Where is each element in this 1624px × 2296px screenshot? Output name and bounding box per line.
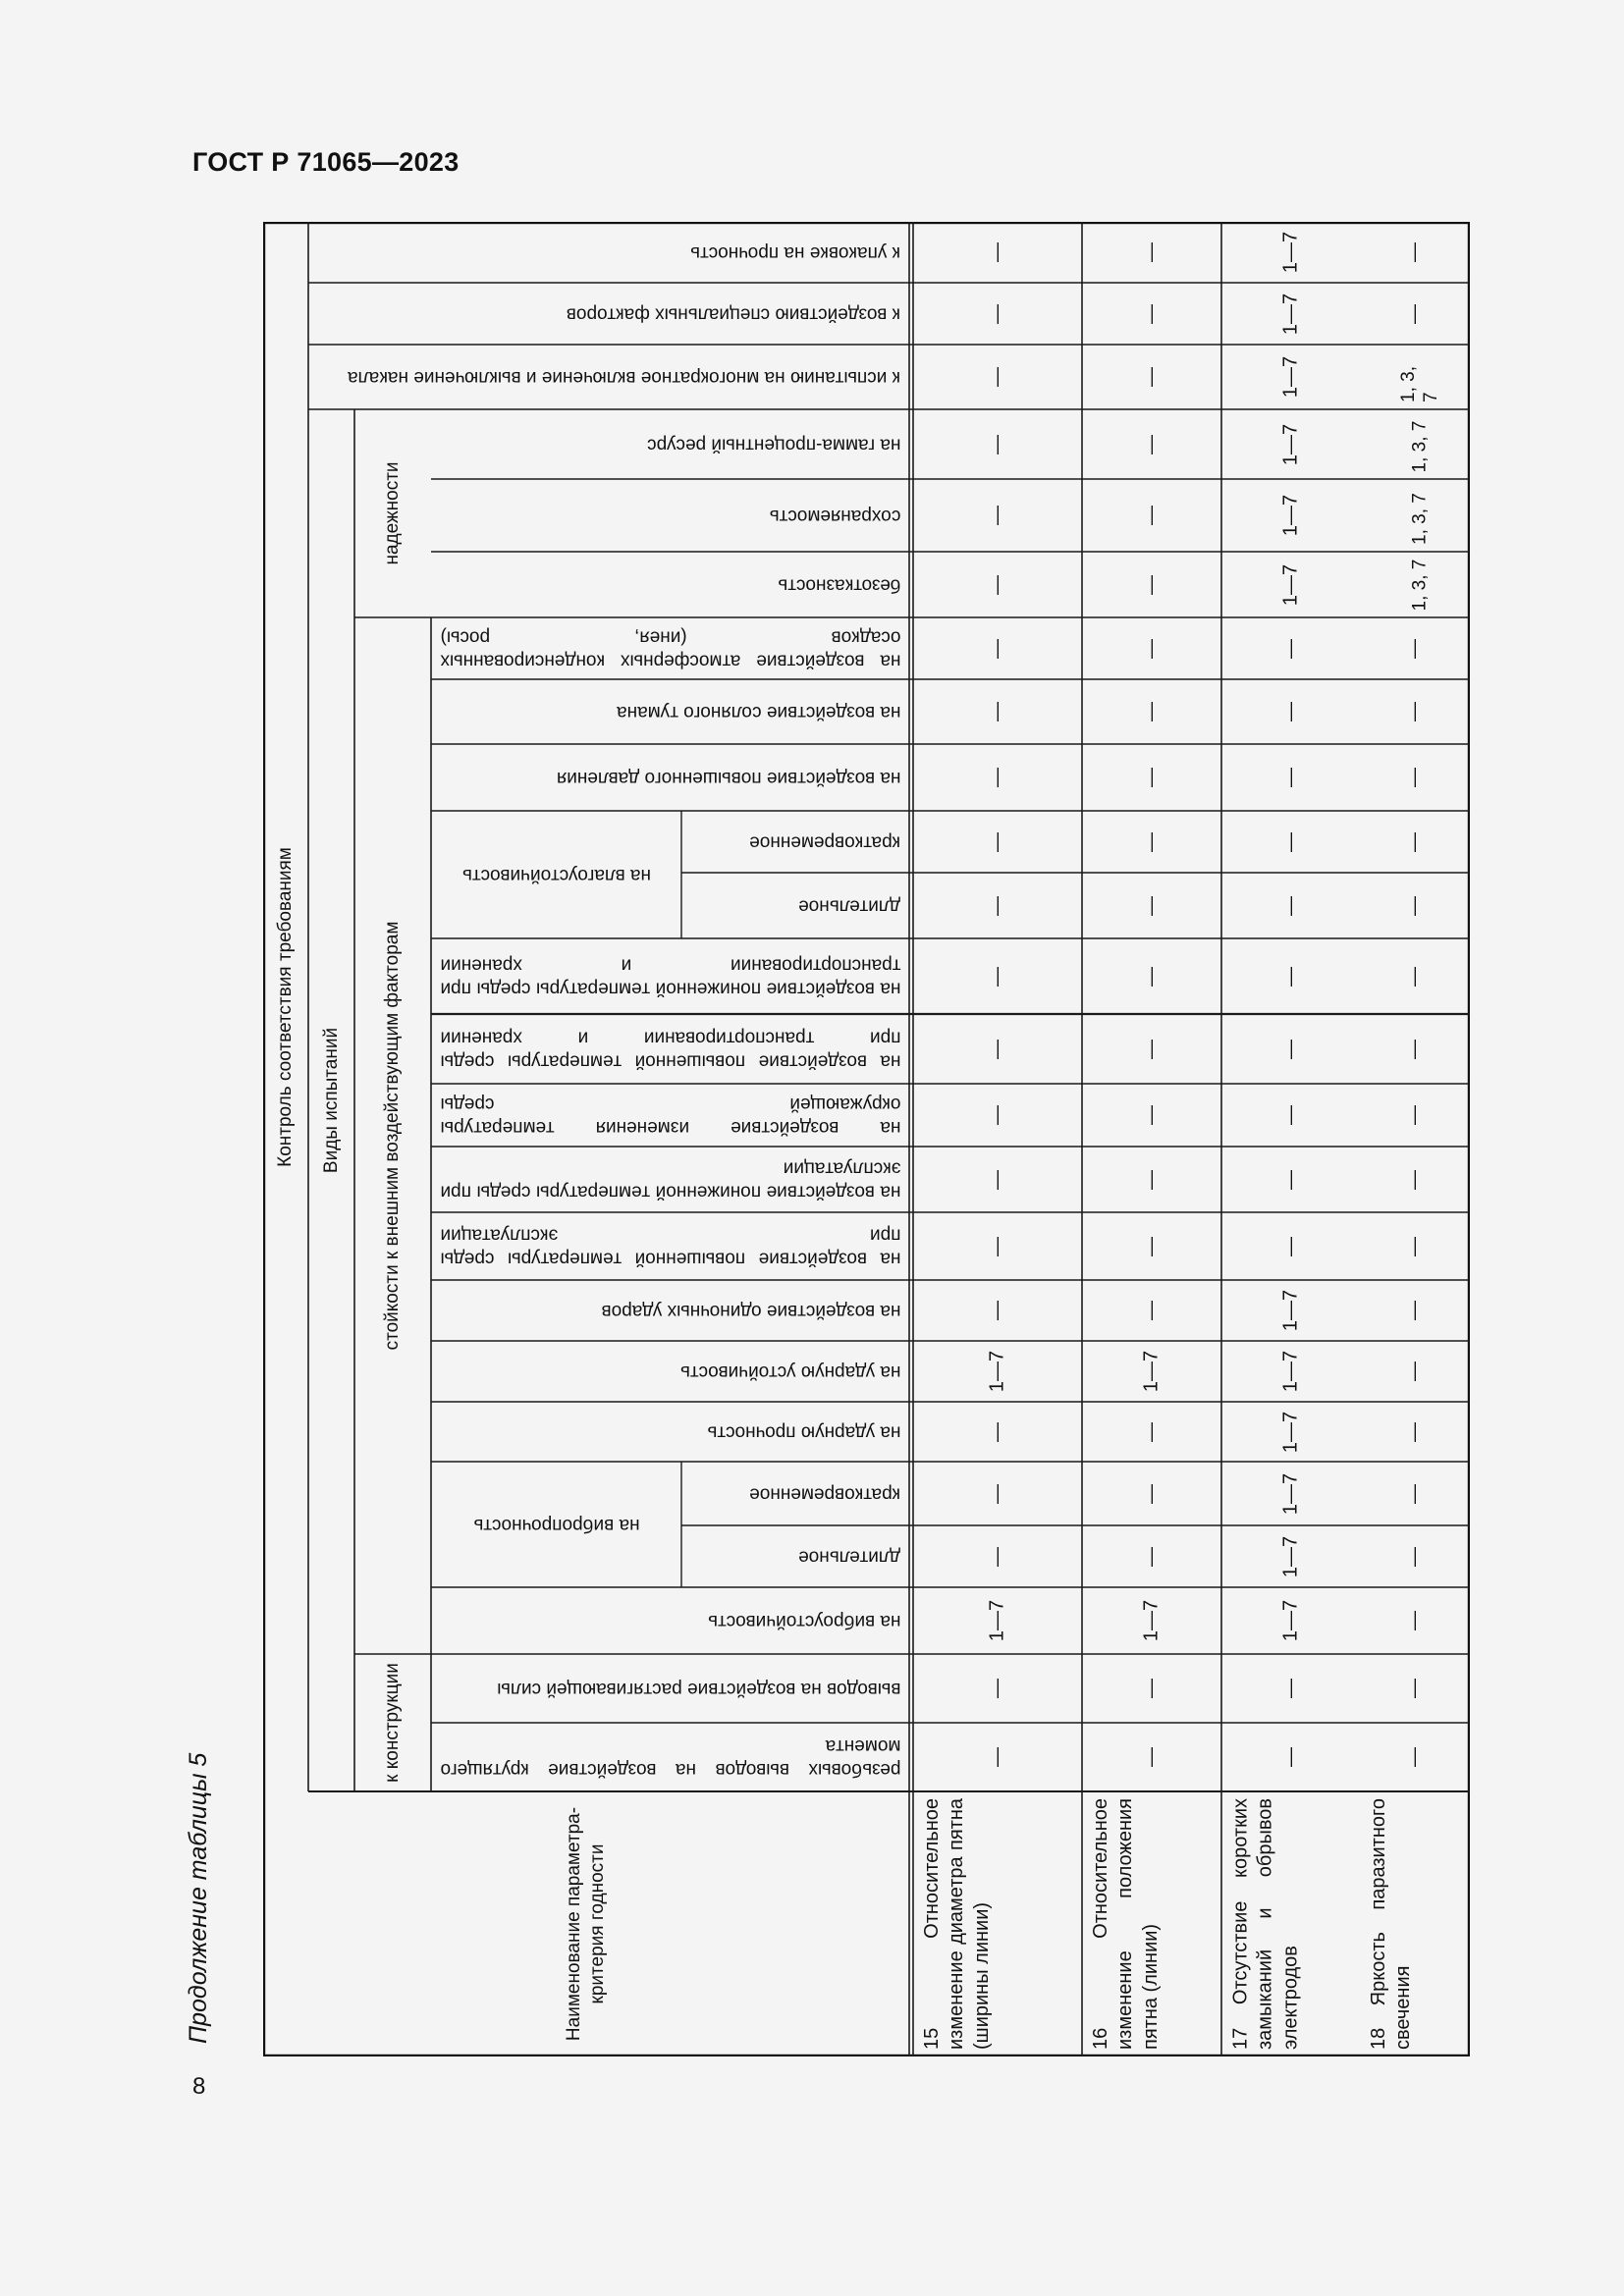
cell-r3-c14: —	[1279, 895, 1301, 916]
column-header-24: к упаковке на прочность	[690, 241, 900, 263]
cell-r2-c5: —	[1140, 1483, 1163, 1504]
cell-r1-c10: —	[986, 1169, 1008, 1190]
cell-r1-c15: —	[986, 831, 1008, 852]
row-name-4: 18 Яркость паразитного свечения	[1368, 1798, 1415, 2050]
cell-r3-c17: —	[1279, 702, 1301, 721]
cell-r3-c11: —	[1279, 1105, 1301, 1125]
column-header-14: длительное	[798, 895, 900, 917]
cell-r4-c10: —	[1403, 1169, 1426, 1190]
group-header: Контроль соответствия требованиям	[275, 846, 297, 1167]
column-header-17: на воздействие соляного тумана	[616, 701, 900, 722]
cell-r2-c11: —	[1140, 1105, 1163, 1125]
cell-r4-c1: —	[1403, 1747, 1426, 1767]
cell-r4-c2: —	[1403, 1679, 1426, 1698]
row-name-2: 16 Относительное изменение положения пятна (линии)	[1090, 1798, 1162, 2050]
cell-r4-c19: 1, 3, 7	[1409, 559, 1431, 611]
cell-r3-c24: 1—7	[1279, 231, 1301, 274]
param-name-header: Наименование параметра-критерия годности	[564, 1806, 608, 2042]
cell-r4-c14: —	[1403, 895, 1426, 916]
cell-r2-c1: —	[1140, 1747, 1163, 1767]
cell-r3-c13: —	[1279, 966, 1301, 987]
row-name-1: 15 Относительное изменение диаметра пятна (ширины линии)	[921, 1798, 993, 2050]
column-header-13: на воздействие пониженной температуры среды при транспортировании и хранении	[440, 954, 900, 999]
cell-r1-c14: —	[986, 895, 1008, 916]
cell-r1-c6: —	[986, 1421, 1008, 1442]
column-header-5: кратковременное	[749, 1483, 900, 1505]
cell-r1-c13: —	[986, 966, 1008, 987]
cell-r4-c6: —	[1403, 1421, 1426, 1442]
cell-r1-c2: —	[986, 1679, 1008, 1698]
column-header-1: резьбовых выводов на воздействие крутящего момента	[440, 1735, 900, 1780]
cell-r4-c17: —	[1403, 702, 1426, 721]
page-number: 8	[192, 2073, 206, 2100]
cell-r4-c7: —	[1403, 1362, 1426, 1381]
cell-r1-c21: —	[986, 434, 1008, 454]
cell-r4-c11: —	[1403, 1105, 1426, 1125]
cell-r2-c2: —	[1140, 1679, 1163, 1698]
column-header-12: на воздействие повышенной температуры среды при транспортировании и хранении	[440, 1027, 900, 1072]
cell-r1-c20: —	[986, 506, 1008, 525]
cell-r2-c4: —	[1140, 1546, 1163, 1567]
column-header-18: на воздействие атмосферных конденсированных осадков (инея, росы)	[440, 626, 900, 671]
cell-r3-c18: —	[1279, 638, 1301, 659]
cell-r1-c11: —	[986, 1105, 1008, 1125]
cell-r3-c23: 1—7	[1279, 293, 1301, 335]
cell-r2-c13: —	[1140, 966, 1163, 987]
cell-r3-c6: 1—7	[1279, 1411, 1301, 1453]
cell-r4-c13: —	[1403, 966, 1426, 987]
cell-r3-c22: 1—7	[1279, 355, 1301, 399]
cell-r1-c19: —	[986, 574, 1008, 595]
cell-r2-c23: —	[1140, 303, 1163, 324]
column-header-21: на гамма-процентный ресурс	[646, 434, 900, 455]
column-header-4: длительное	[798, 1546, 900, 1568]
column-header-10: на воздействие пониженной температуры среды при эксплуатации	[440, 1157, 900, 1202]
cell-r1-c5: —	[986, 1483, 1008, 1504]
cell-r4-c9: —	[1403, 1236, 1426, 1256]
cell-r3-c21: 1—7	[1279, 423, 1301, 465]
column-header-11: на воздействие изменения температуры окружающей среды	[440, 1094, 900, 1138]
row-name-3: 17 Отсутствие коротких замыканий и обрывов электродов	[1229, 1798, 1301, 2050]
cell-r2-c3: 1—7	[1140, 1599, 1163, 1642]
cell-r2-c14: —	[1140, 895, 1163, 916]
cell-r2-c18: —	[1140, 638, 1163, 659]
column-header-9: на воздействие повышенной температуры среды при эксплуатации	[440, 1224, 900, 1269]
header-construction: к конструкции	[382, 1663, 404, 1783]
document-header: ГОСТ Р 71065—2023	[192, 147, 460, 177]
cell-r4-c20: 1, 3, 7	[1409, 493, 1431, 545]
cell-r2-c16: —	[1140, 768, 1163, 787]
header-moisture: на влагоустойчивость	[461, 864, 651, 885]
column-header-16: на воздействие повышенного давления	[556, 767, 900, 788]
cell-r4-c8: —	[1403, 1301, 1426, 1320]
cell-r2-c22: —	[1140, 367, 1163, 387]
cell-r3-c1: —	[1279, 1747, 1301, 1767]
cell-r4-c21: 1, 3, 7	[1409, 420, 1431, 472]
cell-r3-c12: —	[1279, 1039, 1301, 1059]
column-header-22: к испытанию на многократное включение и выключение накала	[348, 366, 900, 388]
cell-r3-c16: —	[1279, 768, 1301, 787]
cell-r3-c19: 1—7	[1279, 563, 1301, 606]
cell-r2-c6: —	[1140, 1421, 1163, 1442]
cell-r1-c23: —	[986, 303, 1008, 324]
cell-r4-c15: —	[1403, 831, 1426, 852]
cell-r4-c18: —	[1403, 638, 1426, 659]
cell-r2-c24: —	[1140, 242, 1163, 262]
column-header-19: безотказность	[777, 574, 900, 596]
cell-r3-c7: 1—7	[1279, 1350, 1301, 1393]
cell-r1-c22: —	[986, 367, 1008, 387]
column-header-20: сохраняемость	[769, 505, 900, 526]
column-header-8: на воздействие одиночных ударов	[601, 1300, 900, 1321]
column-header-7: на ударную устойчивость	[679, 1361, 900, 1382]
cell-r1-c17: —	[986, 702, 1008, 721]
cell-r3-c2: —	[1279, 1679, 1301, 1698]
cell-r4-c22: 1, 3, 7	[1398, 366, 1441, 402]
cell-r2-c15: —	[1140, 831, 1163, 852]
header-vibrostrength: на вибропрочность	[472, 1514, 640, 1535]
cell-r2-c10: —	[1140, 1169, 1163, 1190]
column-header-6: на ударную прочность	[706, 1421, 900, 1443]
column-header-15: кратковременное	[749, 831, 900, 853]
cell-r1-c9: —	[986, 1236, 1008, 1256]
requirements-table	[263, 222, 1470, 2056]
cell-r1-c12: —	[986, 1039, 1008, 1059]
sub-header: Виды испытаний	[320, 1027, 342, 1174]
cell-r4-c4: —	[1403, 1546, 1426, 1567]
cell-r3-c3: 1—7	[1279, 1599, 1301, 1642]
cell-r1-c1: —	[986, 1747, 1008, 1767]
cell-r3-c9: —	[1279, 1236, 1301, 1256]
cell-r2-c12: —	[1140, 1039, 1163, 1059]
cell-r2-c19: —	[1140, 574, 1163, 595]
cell-r4-c24: —	[1403, 242, 1426, 262]
cell-r3-c4: 1—7	[1279, 1535, 1301, 1577]
cell-r3-c8: 1—7	[1279, 1289, 1301, 1332]
cell-r4-c5: —	[1403, 1483, 1426, 1504]
cell-r1-c24: —	[986, 242, 1008, 262]
cell-r2-c21: —	[1140, 434, 1163, 454]
cell-r2-c20: —	[1140, 506, 1163, 525]
cell-r4-c16: —	[1403, 768, 1426, 787]
cell-r1-c4: —	[986, 1546, 1008, 1567]
continuation-text: Продолжение таблицы 5	[185, 1752, 212, 2044]
cell-r3-c15: —	[1279, 831, 1301, 852]
cell-r1-c7: 1—7	[986, 1350, 1008, 1393]
header-environmental: стойкости к внешним воздействующим факторам	[382, 921, 404, 1351]
cell-r2-c8: —	[1140, 1301, 1163, 1320]
cell-r1-c16: —	[986, 768, 1008, 787]
column-header-3: на виброустойчивость	[707, 1610, 900, 1631]
cell-r2-c7: 1—7	[1140, 1350, 1163, 1393]
column-header-23: к воздействию специальных факторов	[566, 303, 900, 325]
cell-r2-c17: —	[1140, 702, 1163, 721]
cell-r4-c3: —	[1403, 1611, 1426, 1630]
cell-r1-c18: —	[986, 638, 1008, 659]
cell-r3-c20: 1—7	[1279, 494, 1301, 537]
header-reliability: надежности	[382, 461, 404, 565]
cell-r1-c8: —	[986, 1301, 1008, 1320]
cell-r3-c10: —	[1279, 1169, 1301, 1190]
column-header-2: выводов на воздействие растягивающей силы	[496, 1678, 900, 1699]
cell-r3-c5: 1—7	[1279, 1472, 1301, 1515]
cell-r4-c12: —	[1403, 1039, 1426, 1059]
cell-r2-c9: —	[1140, 1236, 1163, 1256]
table-continuation-label	[185, 1752, 214, 2073]
cell-r4-c23: —	[1403, 303, 1426, 324]
cell-r1-c3: 1—7	[986, 1599, 1008, 1642]
